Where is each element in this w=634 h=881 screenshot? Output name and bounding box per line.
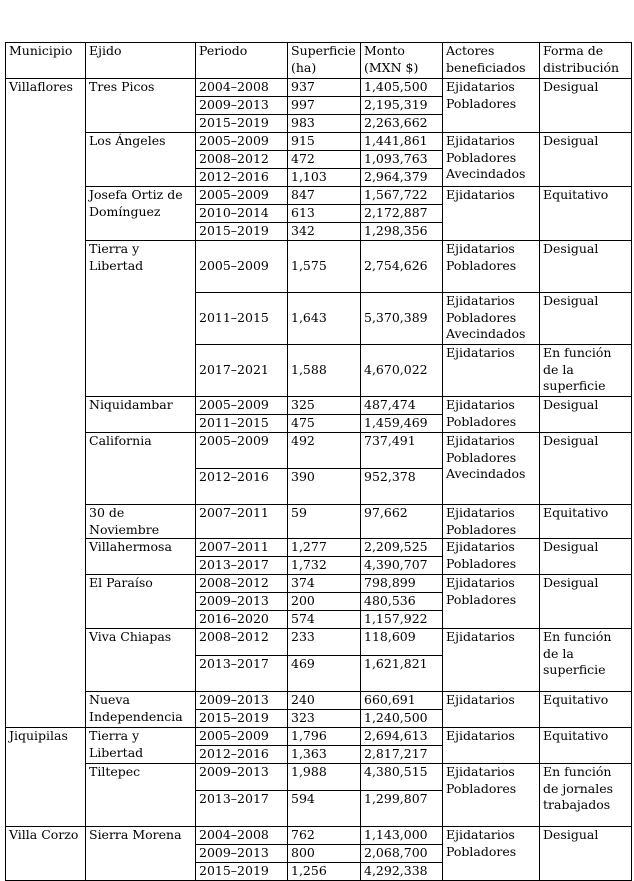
ejido-cell: Josefa Ortiz de Domínguez: [86, 187, 196, 241]
superficie-cell: 915: [288, 133, 361, 151]
monto-cell: 487,474: [361, 397, 443, 415]
periodo-cell: 2013–2017: [196, 557, 288, 575]
table-row: [6, 133, 632, 151]
monto-cell: 2,817,217: [361, 746, 443, 764]
ejido-cell: Nueva Independencia: [86, 692, 196, 728]
superficie-cell: 574: [288, 611, 361, 629]
ejido-cell: 30 de Noviembre: [86, 505, 196, 539]
monto-cell: 2,068,700: [361, 845, 443, 863]
periodo-cell: 2009–2013: [196, 593, 288, 611]
superficie-cell: 1,575: [288, 241, 361, 293]
monto-cell: 2,964,379: [361, 169, 443, 187]
monto-cell: 480,536: [361, 593, 443, 611]
periodo-cell: 2005–2009: [196, 433, 288, 469]
periodo-cell: 2009–2013: [196, 764, 288, 791]
periodo-cell: 2008–2012: [196, 575, 288, 593]
table-row: [6, 629, 632, 656]
superficie-cell: 59: [288, 505, 361, 539]
superficie-cell: 1,363: [288, 746, 361, 764]
superficie-cell: 1,256: [288, 863, 361, 881]
forma-cell: Equitativo: [540, 187, 632, 241]
actores-cell: Ejidatarios: [443, 728, 540, 764]
ejido-cell: El Paraíso: [86, 575, 196, 629]
monto-cell: 1,157,922: [361, 611, 443, 629]
monto-cell: 4,292,338: [361, 863, 443, 881]
monto-cell: 1,567,722: [361, 187, 443, 205]
periodo-cell: 2016–2020: [196, 611, 288, 629]
table-row: [6, 79, 632, 97]
periodo-cell: 2005–2009: [196, 133, 288, 151]
superficie-cell: 390: [288, 469, 361, 505]
monto-cell: 118,609: [361, 629, 443, 656]
forma-cell: Desigual: [540, 397, 632, 433]
table-row: [6, 764, 632, 791]
municipio-cell: Jiquipilas: [6, 728, 86, 827]
forma-cell: Desigual: [540, 827, 632, 881]
superficie-cell: 1,588: [288, 345, 361, 397]
table-row: [6, 433, 632, 469]
monto-cell: 97,662: [361, 505, 443, 539]
periodo-cell: 2012–2016: [196, 746, 288, 764]
forma-cell: Desigual: [540, 539, 632, 575]
superficie-cell: 492: [288, 433, 361, 469]
periodo-cell: 2008–2012: [196, 151, 288, 169]
forma-cell: Desigual: [540, 79, 632, 133]
monto-cell: 2,694,613: [361, 728, 443, 746]
table-row: [6, 505, 632, 539]
superficie-cell: 240: [288, 692, 361, 710]
periodo-cell: 2005–2009: [196, 241, 288, 293]
forma-cell: Equitativo: [540, 692, 632, 728]
municipio-cell: Villa Corzo: [6, 827, 86, 881]
monto-cell: 4,380,515: [361, 764, 443, 791]
monto-cell: 1,405,500: [361, 79, 443, 97]
superficie-cell: 762: [288, 827, 361, 845]
monto-cell: 2,263,662: [361, 115, 443, 133]
ejido-cell: Tres Picos: [86, 79, 196, 133]
header-row: [6, 43, 632, 79]
superficie-cell: 613: [288, 205, 361, 223]
forma-cell: Equitativo: [540, 728, 632, 764]
periodo-cell: 2013–2017: [196, 791, 288, 827]
superficie-cell: 475: [288, 415, 361, 433]
periodo-cell: 2015–2019: [196, 115, 288, 133]
forma-cell: Desigual: [540, 575, 632, 629]
superficie-cell: 325: [288, 397, 361, 415]
periodo-cell: 2015–2019: [196, 863, 288, 881]
table-row: [6, 187, 632, 205]
ejido-cell: California: [86, 433, 196, 505]
municipio-cell: Villaflores: [6, 79, 86, 728]
actores-cell: Ejidatarios Pobladores: [443, 764, 540, 827]
actores-cell: Ejidatarios Pobladores: [443, 575, 540, 629]
periodo-cell: 2005–2009: [196, 397, 288, 415]
superficie-cell: 1,103: [288, 169, 361, 187]
monto-cell: 1,459,469: [361, 415, 443, 433]
forma-cell: Desigual: [540, 133, 632, 187]
actores-cell: Ejidatarios Pobladores: [443, 397, 540, 433]
forma-cell: En función de jornales trabajados: [540, 764, 632, 827]
monto-cell: 1,240,500: [361, 710, 443, 728]
actores-cell: Ejidatarios: [443, 629, 540, 692]
superficie-cell: 342: [288, 223, 361, 241]
periodo-cell: 2011–2015: [196, 415, 288, 433]
header-forma: Forma de distribución: [540, 43, 632, 79]
header-superficie: Superficie (ha): [288, 43, 361, 79]
monto-cell: 2,209,525: [361, 539, 443, 557]
superficie-cell: 800: [288, 845, 361, 863]
actores-cell: Ejidatarios Pobladores Avecindados: [443, 133, 540, 187]
periodo-cell: 2015–2019: [196, 223, 288, 241]
superficie-cell: 1,277: [288, 539, 361, 557]
ejido-cell: Tierra y Libertad: [86, 728, 196, 764]
periodo-cell: 2017–2021: [196, 345, 288, 397]
ejidos-table: [5, 42, 632, 881]
table-body: [6, 79, 632, 881]
periodo-cell: 2013–2017: [196, 656, 288, 692]
ejido-cell: Tierra y Libertad: [86, 241, 196, 397]
ejido-cell: Sierra Morena: [86, 827, 196, 881]
superficie-cell: 997: [288, 97, 361, 115]
superficie-cell: 233: [288, 629, 361, 656]
monto-cell: 1,621,821: [361, 656, 443, 692]
monto-cell: 5,370,389: [361, 293, 443, 345]
monto-cell: 4,390,707: [361, 557, 443, 575]
superficie-cell: 937: [288, 79, 361, 97]
actores-cell: Ejidatarios: [443, 692, 540, 728]
superficie-cell: 1,643: [288, 293, 361, 345]
periodo-cell: 2004–2008: [196, 79, 288, 97]
actores-cell: Ejidatarios Pobladores Avecindados: [443, 433, 540, 505]
monto-cell: 2,195,319: [361, 97, 443, 115]
ejido-cell: Villahermosa: [86, 539, 196, 575]
ejido-cell: Los Ángeles: [86, 133, 196, 187]
actores-cell: Ejidatarios Pobladores Avecindados: [443, 293, 540, 345]
periodo-cell: 2010–2014: [196, 205, 288, 223]
periodo-cell: 2012–2016: [196, 169, 288, 187]
forma-cell: Desigual: [540, 293, 632, 345]
superficie-cell: 1,988: [288, 764, 361, 791]
periodo-cell: 2008–2012: [196, 629, 288, 656]
monto-cell: 660,691: [361, 692, 443, 710]
ejido-cell: Tiltepec: [86, 764, 196, 827]
monto-cell: 4,670,022: [361, 345, 443, 397]
actores-cell: Ejidatarios Pobladores: [443, 505, 540, 539]
table-row: [6, 827, 632, 845]
periodo-cell: 2007–2011: [196, 505, 288, 539]
actores-cell: Ejidatarios Pobladores: [443, 241, 540, 293]
forma-cell: Desigual: [540, 433, 632, 505]
periodo-cell: 2004–2008: [196, 827, 288, 845]
periodo-cell: 2012–2016: [196, 469, 288, 505]
table-row: [6, 539, 632, 557]
monto-cell: 1,298,356: [361, 223, 443, 241]
table-row: [6, 692, 632, 710]
monto-cell: 2,754,626: [361, 241, 443, 293]
periodo-cell: 2005–2009: [196, 728, 288, 746]
header-ejido: Ejido: [86, 43, 196, 79]
periodo-cell: 2007–2011: [196, 539, 288, 557]
ejido-cell: Viva Chiapas: [86, 629, 196, 692]
superficie-cell: 594: [288, 791, 361, 827]
table-row: [6, 575, 632, 593]
table-row: [6, 397, 632, 415]
superficie-cell: 200: [288, 593, 361, 611]
superficie-cell: 469: [288, 656, 361, 692]
superficie-cell: 472: [288, 151, 361, 169]
header-actores: Actores beneficiados: [443, 43, 540, 79]
superficie-cell: 374: [288, 575, 361, 593]
header-municipio: Municipio: [6, 43, 86, 79]
periodo-cell: 2009–2013: [196, 845, 288, 863]
forma-cell: Equitativo: [540, 505, 632, 539]
actores-cell: Ejidatarios: [443, 187, 540, 241]
monto-cell: 1,093,763: [361, 151, 443, 169]
superficie-cell: 1,796: [288, 728, 361, 746]
periodo-cell: 2009–2013: [196, 97, 288, 115]
periodo-cell: 2015–2019: [196, 710, 288, 728]
actores-cell: Ejidatarios Pobladores: [443, 827, 540, 881]
forma-cell: En función de la superficie: [540, 345, 632, 397]
forma-cell: Desigual: [540, 241, 632, 293]
superficie-cell: 983: [288, 115, 361, 133]
actores-cell: Ejidatarios Pobladores: [443, 79, 540, 133]
periodo-cell: 2009–2013: [196, 692, 288, 710]
header-monto: Monto (MXN $): [361, 43, 443, 79]
monto-cell: 1,441,861: [361, 133, 443, 151]
superficie-cell: 323: [288, 710, 361, 728]
monto-cell: 2,172,887: [361, 205, 443, 223]
superficie-cell: 1,732: [288, 557, 361, 575]
table-row: [6, 241, 632, 293]
superficie-cell: 847: [288, 187, 361, 205]
monto-cell: 1,143,000: [361, 827, 443, 845]
monto-cell: 737,491: [361, 433, 443, 469]
monto-cell: 952,378: [361, 469, 443, 505]
ejido-cell: Niquidambar: [86, 397, 196, 433]
actores-cell: Ejidatarios: [443, 345, 540, 397]
actores-cell: Ejidatarios Pobladores: [443, 539, 540, 575]
periodo-cell: 2011–2015: [196, 293, 288, 345]
monto-cell: 1,299,807: [361, 791, 443, 827]
header-periodo: Periodo: [196, 43, 288, 79]
periodo-cell: 2005–2009: [196, 187, 288, 205]
forma-cell: En función de la superficie: [540, 629, 632, 692]
monto-cell: 798,899: [361, 575, 443, 593]
table-row: [6, 728, 632, 746]
